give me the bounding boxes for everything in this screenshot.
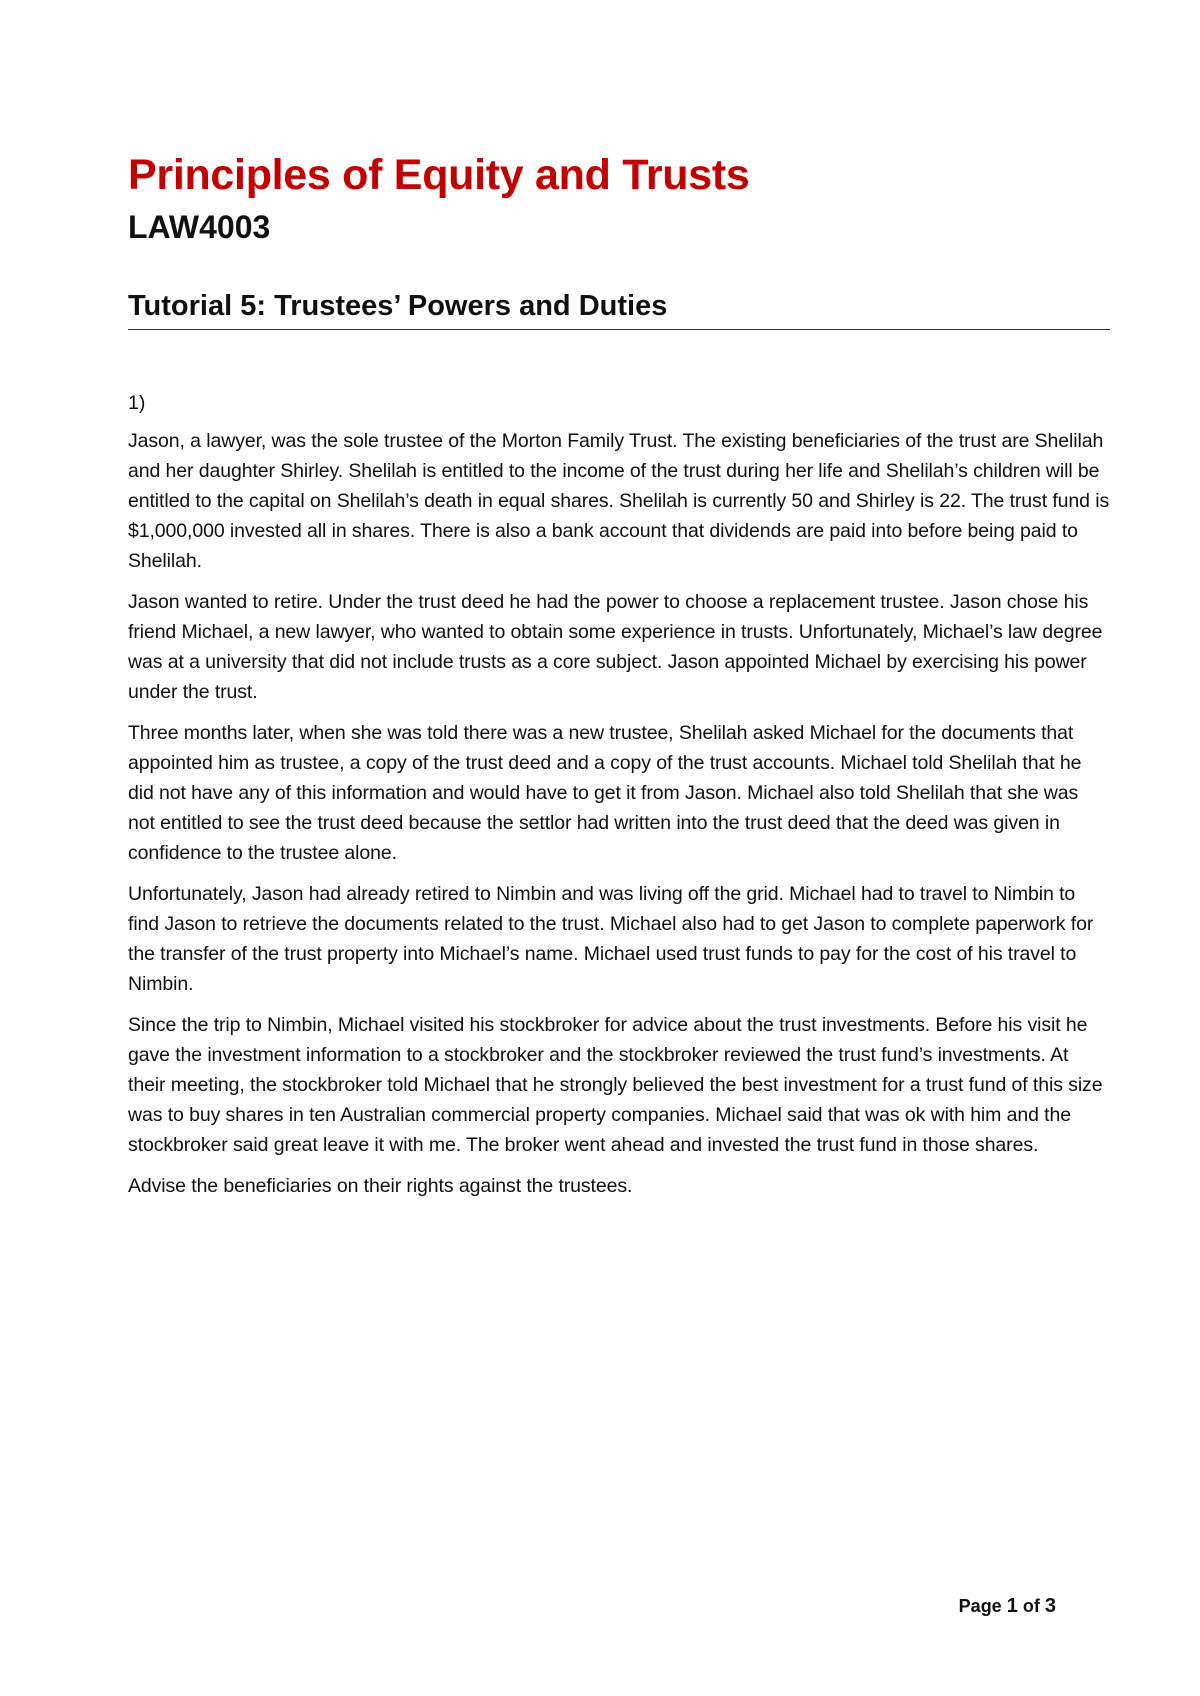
paragraph-nimbin-trip: Unfortunately, Jason had already retired to Nimbin and was living off the grid. Michael had to travel to Nimbin to find Jason to retrieve the documents related to the trust. Michael also had to get Jason to complete paperwork for the transfer of the trust property into Michael’s name. Michael used trust funds to pay for the cost of his travel to Nimbin. [128, 883, 1094, 996]
paragraph-task: Advise the beneficiaries on their rights against the trustees. [128, 1175, 633, 1198]
tutorial-heading: Tutorial 5: Trustees’ Powers and Duties [128, 288, 1110, 330]
paragraph-document-request: Three months later, when she was told there was a new trustee, Shelilah asked Michael for the documents that appointed him as trustee, a copy of the trust deed and a copy of the trust accounts. Michael told Shelilah that he did not have any of this information and would have to get it from Jason. Michael also told Shelilah that she was not entitled to see the trust deed because the settlor had written into the trust deed that the deed was given in confidence to the trustee alone. [128, 722, 1082, 865]
current-page-number: 1 [1006, 1595, 1018, 1617]
document-title: Principles of Equity and Trusts [128, 151, 750, 199]
paragraph-retirement: Jason wanted to retire. Under the trust deed he had the power to choose a replacement trustee. Jason chose his friend Michael, a new lawyer, who wanted to obtain some experience in trusts. Unfortunately, Michael’s law degree was at a university that did not include trusts as a core subject. Jason appointed Michael by exercising his power under the trust. [128, 591, 1103, 704]
paragraph-investment: Since the trip to Nimbin, Michael visited his stockbroker for advice about the trust investments. Before his visit he gave the investment information to a stockbroker and the stockbroker reviewed the trust fund’s investments. At their meeting, the stockbroker told Michael that he strongly believed the best investment for a trust fund of this size was to buy shares in ten Australian commercial property companies. Michael said that was ok with him and the stockbroker said great leave it with me. The broker went ahead and invested the trust fund in those shares. [128, 1014, 1103, 1157]
course-code: LAW4003 [128, 208, 271, 245]
document-body [128, 150, 1110, 1212]
question-paragraphs [128, 426, 1110, 1201]
of-word: of [1022, 1596, 1040, 1616]
paragraph-background: Jason, a lawyer, was the sole trustee of the Morton Family Trust. The existing beneficiaries of the trust are Shelilah and her daughter Shirley. Shelilah is entitled to the income of the trust during her life and Shelilah’s children will be entitled to the capital on Shelilah’s death in equal shares. Shelilah is currently 50 and Shirley is 22. The trust fund is $1,000,000 invested all in shares. There is also a bank account that dividends are paid into before being paid to Shelilah. [128, 430, 1110, 573]
page-word: Page [958, 1596, 1002, 1616]
total-pages-number: 3 [1044, 1595, 1056, 1617]
page-number-footer [959, 1594, 1056, 1618]
question-number: 1) [128, 392, 146, 415]
